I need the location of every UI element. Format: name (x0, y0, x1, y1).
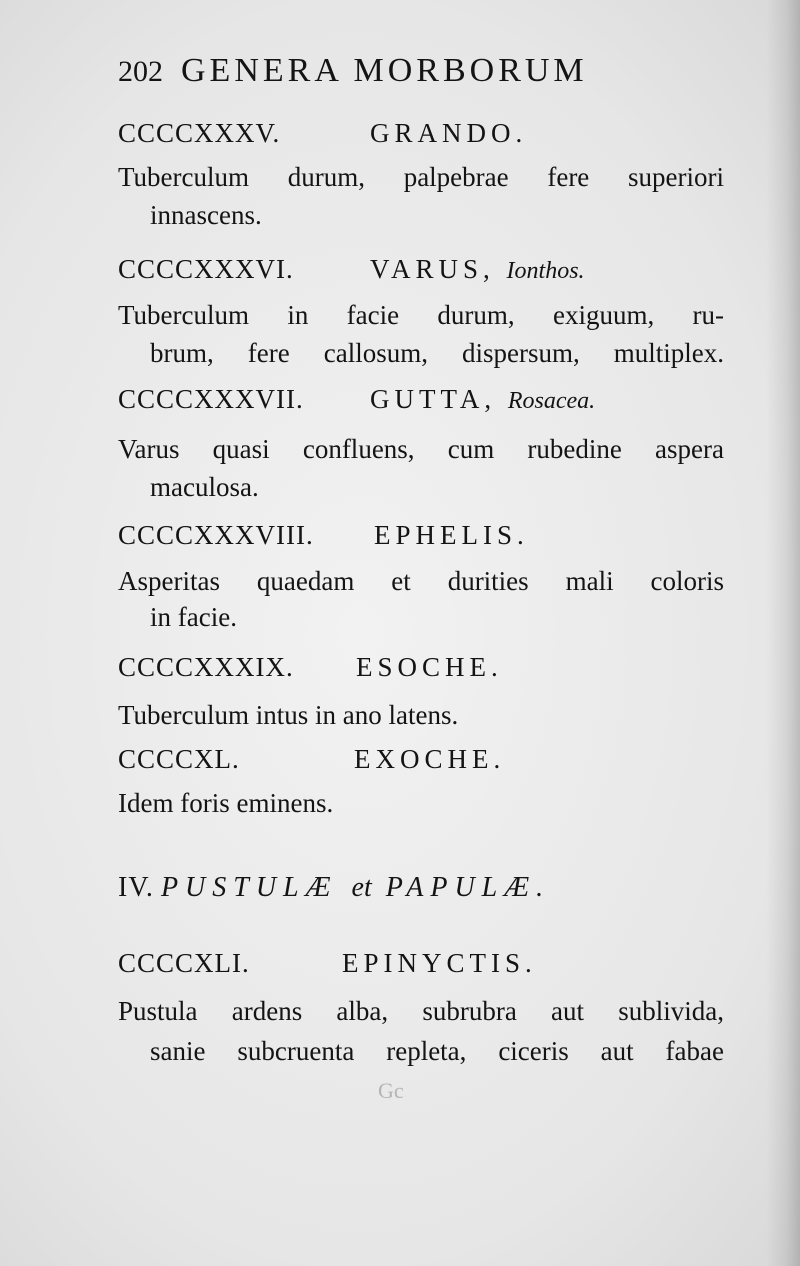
entry-name: EPINYCTIS. (342, 948, 537, 978)
entry-name: EXOCHE. (354, 744, 506, 774)
entry-heading (118, 254, 585, 290)
entry-number: CCCCXL. (118, 744, 240, 774)
entry-text-line: innascens. (150, 200, 262, 230)
catchword: Gc (378, 1078, 404, 1103)
entry-text-line: brum, fere callosum, dispersum, multiplex. (150, 338, 724, 368)
section-title-papulae: PAPULÆ. (385, 872, 551, 903)
section-conjunction: et (351, 872, 372, 903)
entry-number: CCCCXXXV. (118, 118, 281, 148)
section-number: IV. (118, 872, 154, 903)
entry-heading (118, 652, 503, 688)
section-heading (118, 872, 718, 912)
running-header (118, 52, 698, 96)
entry-number: CCCCXXXVI. (118, 254, 294, 284)
entry-number: CCCCXXXVIII. (118, 520, 314, 550)
entry-text-line: Idem foris eminens. (118, 788, 334, 818)
page-number: 202 (118, 55, 163, 88)
entry-text-line: sanie subcruenta repleta, ciceris aut fabae (150, 1036, 724, 1066)
entry-text-line: maculosa. (150, 472, 259, 502)
entry-name: EPHELIS. (374, 520, 529, 550)
entry-heading (118, 744, 506, 780)
entry-name: GUTTA, (370, 384, 497, 414)
section-title-pustulae: PUSTULÆ (160, 872, 338, 903)
entry-name: VARUS, (370, 254, 495, 284)
entry-number: CCCCXLI. (118, 948, 250, 978)
entry-synonym: Ionthos. (506, 258, 585, 284)
entry-text-line: Tuberculum intus in ano latens. (118, 700, 459, 730)
entry-text-line: Asperitas quaedam et durities mali coloris (118, 566, 724, 596)
entry-name: ESOCHE. (356, 652, 503, 682)
entry-heading (118, 118, 528, 154)
entry-number: CCCCXXXIX. (118, 652, 294, 682)
entry-text-line: Tuberculum in facie durum, exiguum, ru- (118, 300, 724, 330)
entry-synonym: Rosacea. (507, 388, 596, 414)
entry-heading (118, 520, 529, 556)
entry-text-line: in facie. (150, 602, 237, 632)
entry-text-line: Varus quasi confluens, cum rubedine aspera (118, 434, 724, 464)
entry-heading (118, 948, 537, 984)
entry-number: CCCCXXXVII. (118, 384, 304, 414)
entry-name: GRANDO. (370, 118, 528, 148)
running-title: GENERA MORBORUM (181, 52, 588, 89)
entry-text-line: Pustula ardens alba, subrubra aut sublivida, (118, 996, 724, 1026)
page-gutter-shadow (766, 0, 800, 1266)
entry-text-line: Tuberculum durum, palpebrae fere superiori (118, 162, 724, 192)
entry-heading (118, 384, 596, 420)
